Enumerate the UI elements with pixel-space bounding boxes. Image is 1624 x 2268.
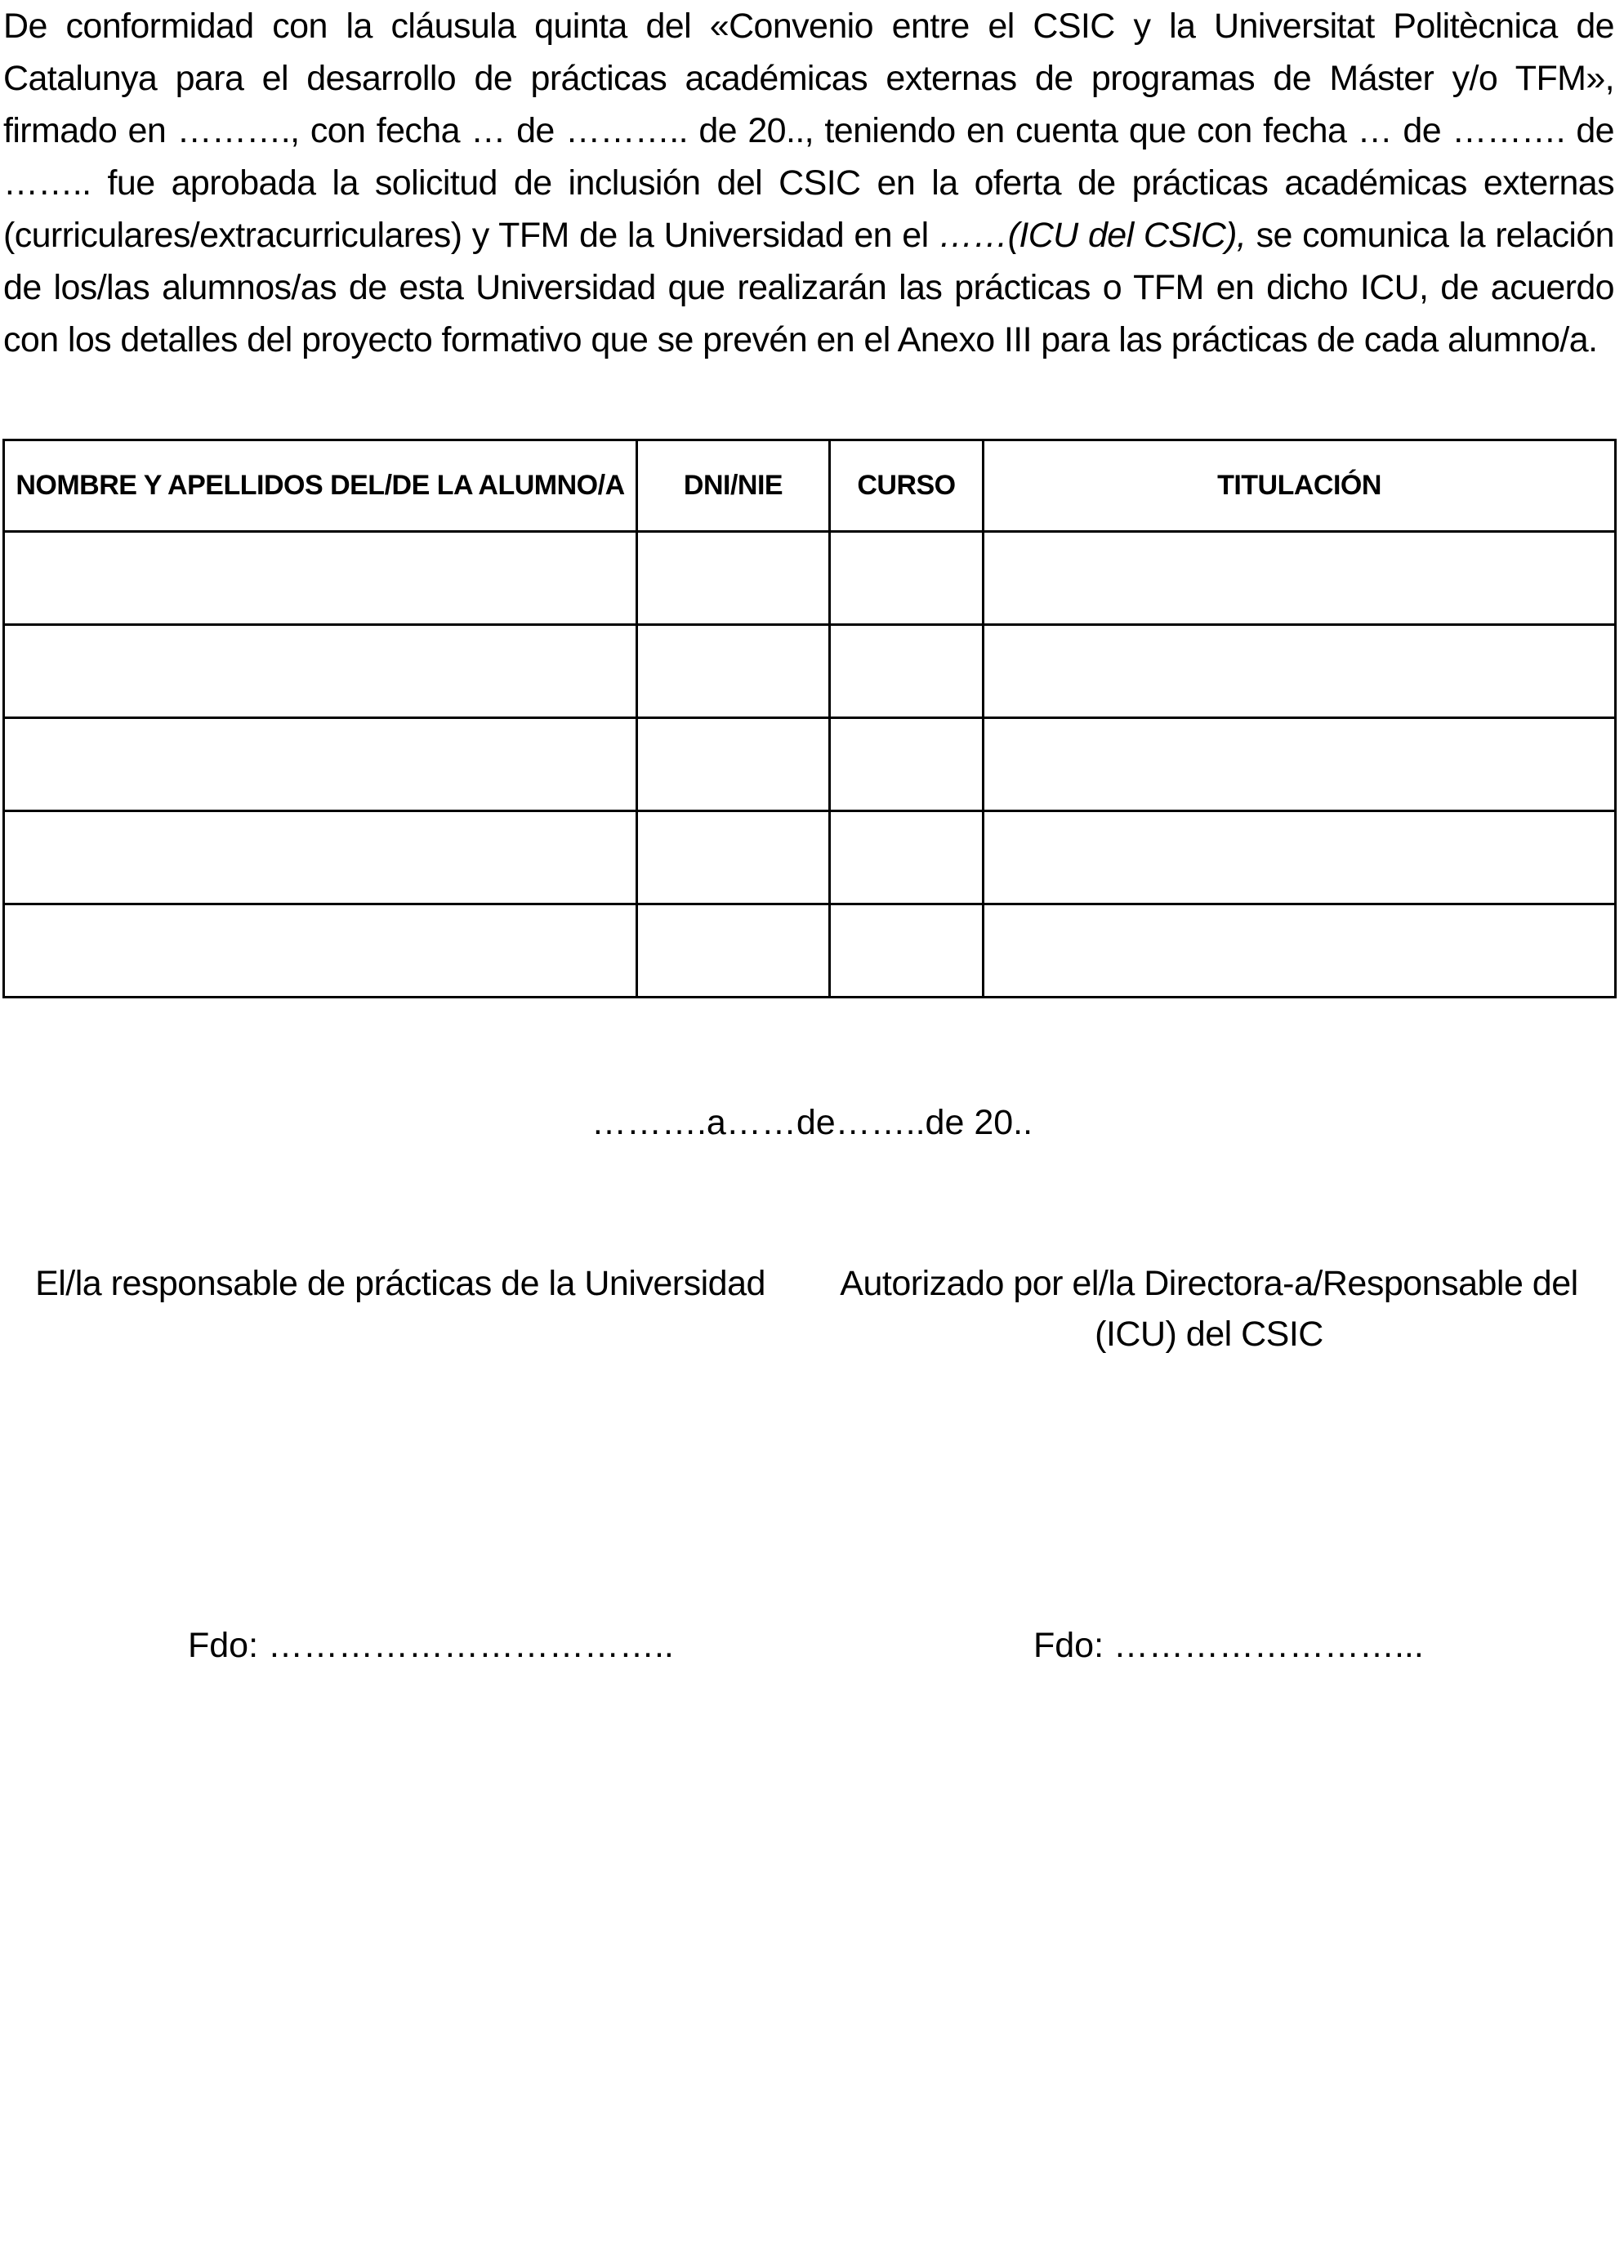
- intro-text-part1: De conformidad con la cláusula quinta del «Convenio entre el CSIC y la Universitat Politècnica de Catalunya para el desarrollo de prácticas académicas externas de programas de Máster y/o TFM», firmado en ………., con fecha … de ……….. de 20.., teniendo en cuenta que con fecha … de ………. de …….. fue aprobada la solicitud de inclusión del CSIC en la oferta de prácticas académicas externas (curriculares/extracurriculares) y TFM de la Universidad en el: [3, 7, 1614, 255]
- cell-dni-nie[interactable]: [637, 811, 830, 904]
- cell-course[interactable]: [830, 532, 984, 625]
- table-header-row: [4, 440, 1616, 532]
- header-course: CURSO: [830, 440, 984, 532]
- cell-degree[interactable]: [984, 718, 1616, 811]
- table-row: [4, 625, 1616, 718]
- csic-signature-line: Fdo: ……………………...: [1033, 1626, 1424, 1665]
- header-dni-nie: DNI/NIE: [637, 440, 830, 532]
- cell-degree[interactable]: [984, 625, 1616, 718]
- cell-degree[interactable]: [984, 904, 1616, 998]
- intro-text-part2: se comunica la relación de los/las alumnos/as de esta Universidad que realizarán las prácticas o TFM en dicho ICU, de acuerdo con los detalles del proyecto formativo que se prevén en el Anexo III para las prácticas de cada alumno/a.: [3, 216, 1615, 359]
- cell-student-name[interactable]: [4, 718, 637, 811]
- table-row: [4, 811, 1616, 904]
- cell-course[interactable]: [830, 904, 984, 998]
- table-row: [4, 718, 1616, 811]
- cell-student-name[interactable]: [4, 811, 637, 904]
- header-student-name: NOMBRE Y APELLIDOS DEL/DE LA ALUMNO/A: [4, 440, 637, 532]
- cell-dni-nie[interactable]: [637, 625, 830, 718]
- cell-course[interactable]: [830, 718, 984, 811]
- cell-student-name[interactable]: [4, 532, 637, 625]
- university-signer-block: [33, 1258, 768, 1309]
- cell-degree[interactable]: [984, 811, 1616, 904]
- cell-dni-nie[interactable]: [637, 718, 830, 811]
- cell-dni-nie[interactable]: [637, 532, 830, 625]
- students-table: [2, 439, 1617, 998]
- table-row: [4, 904, 1616, 998]
- university-signer-title: El/la responsable de prácticas de la Universidad: [35, 1264, 765, 1303]
- csic-signer-block: [833, 1258, 1585, 1359]
- intro-paragraph: [3, 0, 1614, 366]
- cell-student-name[interactable]: [4, 904, 637, 998]
- csic-signer-title-line2: (ICU) del CSIC: [1095, 1315, 1323, 1354]
- place-date-line: ……….a……de……..de 20..: [591, 1103, 1033, 1142]
- csic-signer-title-line1: Autorizado por el/la Directora-a/Responsable del: [840, 1264, 1578, 1303]
- cell-degree[interactable]: [984, 532, 1616, 625]
- header-degree: TITULACIÓN: [984, 440, 1616, 532]
- cell-student-name[interactable]: [4, 625, 637, 718]
- cell-dni-nie[interactable]: [637, 904, 830, 998]
- intro-text-icu: ……(ICU del CSIC),: [938, 216, 1247, 255]
- cell-course[interactable]: [830, 625, 984, 718]
- cell-course[interactable]: [830, 811, 984, 904]
- table-row: [4, 532, 1616, 625]
- university-signature-line: Fdo: ……………………………..: [188, 1626, 674, 1665]
